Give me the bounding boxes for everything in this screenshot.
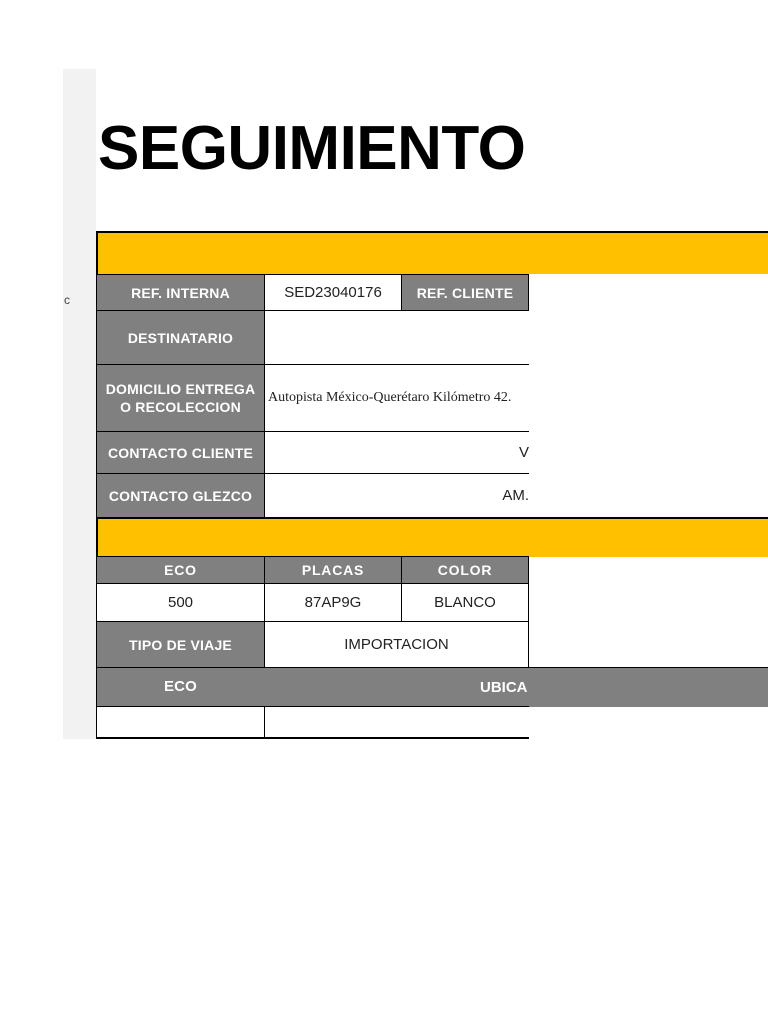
sheet-gutter (63, 69, 96, 739)
domicilio-value[interactable]: Autopista México-Querétaro Kilómetro 42. (264, 364, 529, 432)
unit-col-color: COLOR (401, 556, 529, 584)
tipo-viaje-value[interactable]: IMPORTACION (264, 621, 529, 668)
ref-interna-value[interactable]: SED23040176 (264, 274, 402, 311)
contacto-glezco-value[interactable]: AM. (264, 473, 529, 518)
unit-col-placas: PLACAS (264, 556, 402, 584)
unit-placas-value[interactable]: 87AP9G (264, 583, 402, 622)
ref-cliente-label: REF. CLIENTE (401, 274, 529, 311)
page-title: SEGUIMIENTO (98, 114, 526, 183)
section-band-top (96, 231, 768, 274)
tracking-ubicacion-label: UBICA (480, 678, 528, 696)
tracking-eco-label: ECO (96, 667, 265, 707)
tipo-viaje-label: TIPO DE VIAJE (96, 621, 265, 668)
gutter-mark: c (64, 293, 70, 307)
ref-interna-label: REF. INTERNA (96, 274, 265, 311)
contacto-cliente-value[interactable]: V (264, 431, 529, 474)
unit-col-eco: ECO (96, 556, 265, 584)
destinatario-label: DESTINATARIO (96, 310, 265, 365)
section-band-unit (96, 517, 768, 557)
tracking-ubicacion-value[interactable] (264, 706, 529, 739)
tracking-eco-value[interactable] (96, 706, 265, 739)
unit-eco-value[interactable]: 500 (96, 583, 265, 622)
contacto-cliente-label: CONTACTO CLIENTE (96, 431, 265, 474)
destinatario-value[interactable] (264, 310, 529, 365)
contacto-glezco-label: CONTACTO GLEZCO (96, 473, 265, 518)
domicilio-label: DOMICILIO ENTREGA O RECOLECCION (96, 364, 265, 432)
unit-color-value[interactable]: BLANCO (401, 583, 529, 622)
